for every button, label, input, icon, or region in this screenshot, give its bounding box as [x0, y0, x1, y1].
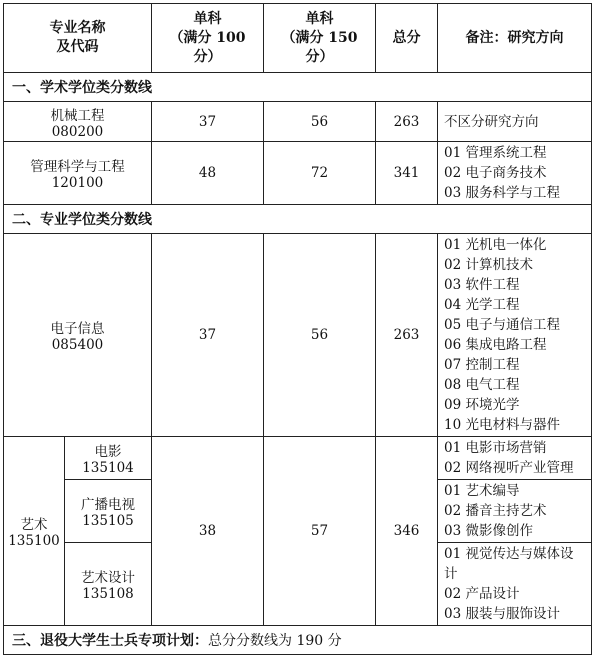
section-veterans-title: 三、退役大学生士兵专项计划：: [12, 633, 208, 649]
score-table: [3, 3, 592, 655]
section-professional: 二、专业学位类分数线: [4, 205, 592, 234]
header-note: 备注：研究方向: [438, 4, 592, 73]
score-total: 346: [376, 437, 438, 626]
directions-cell: 01 光机电一体化 02 计算机技术 03 软件工程 04 光学工程 05 电子与通信工程 06 集成电路工程 07 控制工程 08 电气工程 09 环境光学 10 光电材料与器件: [438, 234, 592, 437]
row-management: [4, 142, 592, 205]
sub-major-cell: 广播电视 135105: [65, 480, 152, 543]
section-veterans: [4, 626, 592, 655]
section-academic: 一、学术学位类分数线: [4, 73, 592, 102]
section-veterans-note: 总分分数线为 190 分: [208, 633, 342, 649]
score-100: 37: [152, 234, 264, 437]
directions-cell: 01 艺术编导 02 播音主持艺术 03 微影像创作: [438, 480, 592, 543]
score-100: 37: [152, 102, 264, 142]
header-major: 专业名称 及代码: [4, 4, 152, 73]
directions-cell: 01 视觉传达与媒体设计 02 产品设计 03 服装与服饰设计: [438, 543, 592, 626]
art-major-cell: 艺术 135100: [4, 437, 65, 626]
score-total: 263: [376, 234, 438, 437]
header-total: 总分: [376, 4, 438, 73]
row-electronic: [4, 234, 592, 437]
note-cell: 不区分研究方向: [438, 102, 592, 142]
score-150: 56: [264, 234, 376, 437]
directions-cell: 01 管理系统工程 02 电子商务技术 03 服务科学与工程: [438, 142, 592, 205]
major-cell: 机械工程 080200: [4, 102, 152, 142]
major-cell: 管理科学与工程 120100: [4, 142, 152, 205]
header-single-100: 单科 （满分 100 分）: [152, 4, 264, 73]
major-cell: 电子信息 085400: [4, 234, 152, 437]
score-150: 72: [264, 142, 376, 205]
score-total: 263: [376, 102, 438, 142]
score-150: 56: [264, 102, 376, 142]
score-total: 341: [376, 142, 438, 205]
sub-major-cell: 电影 135104: [65, 437, 152, 480]
header-single-150: 单科 （满分 150 分）: [264, 4, 376, 73]
score-100: 38: [152, 437, 264, 626]
row-art-film: [4, 437, 592, 480]
sub-major-cell: 艺术设计 135108: [65, 543, 152, 626]
row-mechanical: [4, 102, 592, 142]
header-row: [4, 4, 592, 73]
score-100: 48: [152, 142, 264, 205]
score-150: 57: [264, 437, 376, 626]
directions-cell: 01 电影市场营销 02 网络视听产业管理: [438, 437, 592, 480]
